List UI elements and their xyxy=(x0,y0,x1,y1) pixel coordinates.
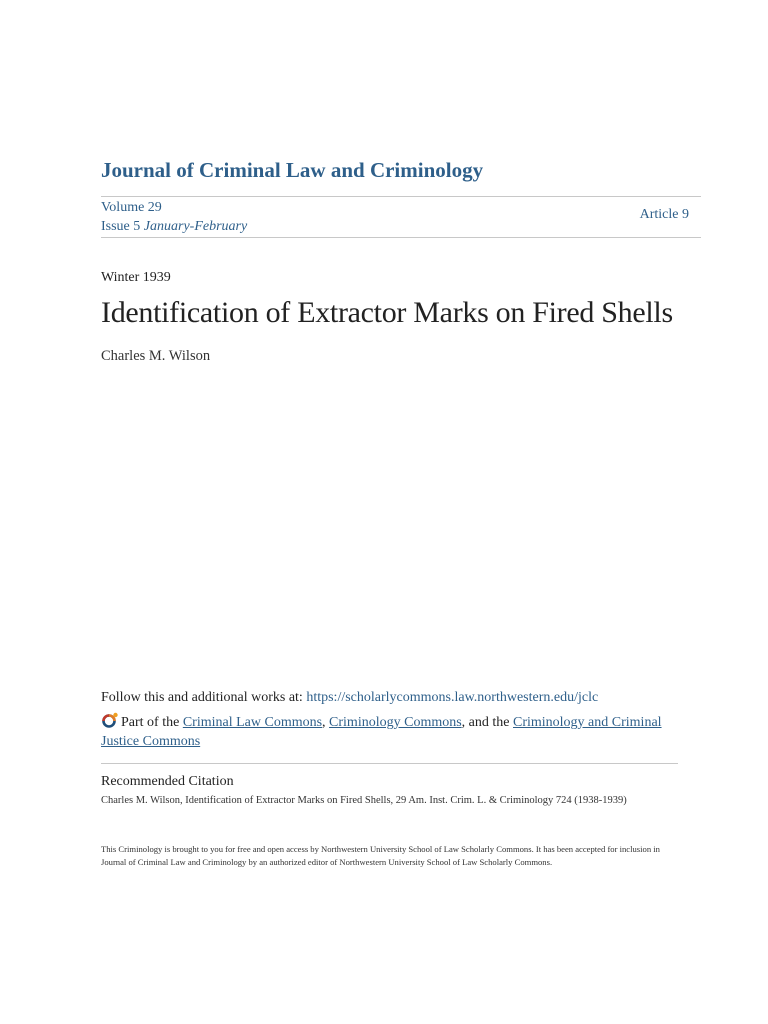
header-bottom-divider xyxy=(101,237,701,238)
journal-title[interactable]: Journal of Criminal Law and Criminology xyxy=(101,158,484,182)
top-divider xyxy=(101,196,701,197)
author-name[interactable]: Charles M. Wilson xyxy=(101,348,211,364)
issue-link[interactable] xyxy=(101,217,247,236)
recommended-citation-heading: Recommended Citation xyxy=(101,774,234,789)
follow-line xyxy=(101,688,701,707)
article-title: Identification of Extractor Marks on Fired Shells xyxy=(101,296,673,329)
article-number-link[interactable]: Article 9 xyxy=(639,207,689,222)
publication-date: Winter 1939 xyxy=(101,270,171,285)
criminal-law-commons-link[interactable]: Criminal Law Commons xyxy=(182,715,323,730)
part-of-prefix: Part of the xyxy=(121,715,180,730)
recommended-citation-text: Charles M. Wilson, Identification of Extractor Marks on Fired Shells, 29 Am. Inst. Crim. L. & Criminology 724 (1938-1939) xyxy=(101,795,627,806)
volume-issue-block xyxy=(101,198,247,236)
follow-prefix: Follow this and additional works at: xyxy=(101,690,303,705)
separator-1: , xyxy=(322,715,326,730)
issue-period: January-February xyxy=(143,219,248,234)
separator-2: , and the xyxy=(461,715,510,730)
criminology-commons-link[interactable]: Criminology Commons xyxy=(329,715,462,730)
criminology-criminal-justice-commons-link[interactable]: Criminology and Criminal Justice Commons xyxy=(101,715,662,749)
repository-url-link[interactable]: https://scholarlycommons.law.northwestern.edu/jclc xyxy=(306,690,599,705)
issue-number: Issue 5 xyxy=(101,219,141,234)
volume-link[interactable]: Volume 29 xyxy=(101,200,162,215)
network-icon xyxy=(101,712,119,728)
citation-divider xyxy=(101,763,678,764)
access-disclaimer: This Criminology is brought to you for free and open access by Northwestern University School of Law Scholarly Commons. It has been accepted for inclusion in Journal of Criminal Law and Criminology by an authorized editor of Northwestern University School of Law Scholarly Commons. xyxy=(101,844,660,867)
part-of-line xyxy=(101,712,676,751)
